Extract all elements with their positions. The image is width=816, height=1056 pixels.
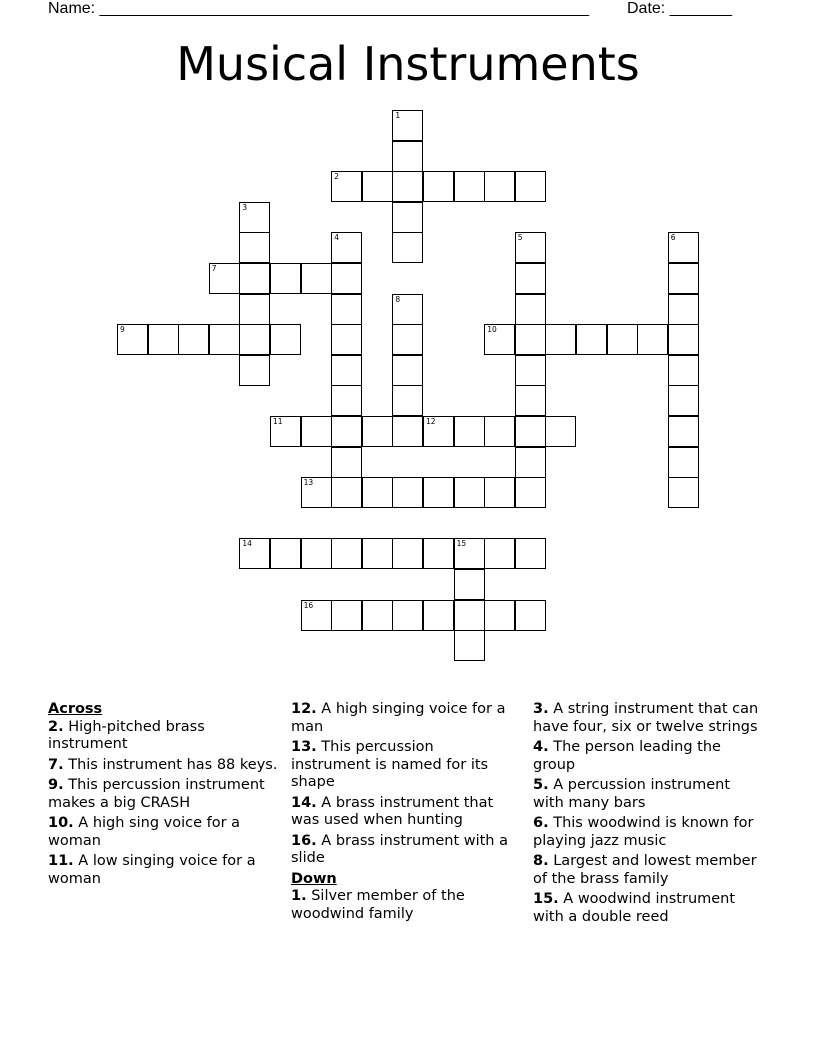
crossword-cell[interactable] [454, 477, 485, 508]
clue-across-10: 10. A high sing voice for a woman [48, 815, 241, 849]
clue-down-1: 1. Silver member of the woodwind family [291, 888, 465, 922]
crossword-cell[interactable] [239, 294, 270, 325]
clue-across-13: 13. This percussion instrument is named for its shape [291, 739, 489, 790]
clue-number: 8 [395, 294, 401, 304]
crossword-cell[interactable] [484, 600, 515, 631]
crossword-cell[interactable] [454, 171, 485, 202]
clue-down-8: 8. Largest and lowest member of the brass family [533, 853, 757, 887]
crossword-cell[interactable] [239, 324, 270, 355]
crossword-cell[interactable] [454, 538, 485, 569]
crossword-cell[interactable] [515, 385, 546, 416]
crossword-cell[interactable] [239, 202, 270, 233]
crossword-cell[interactable] [331, 385, 362, 416]
clues-column-1 [48, 701, 280, 891]
crossword-cell[interactable] [454, 416, 485, 447]
crossword-cell[interactable] [515, 477, 546, 508]
crossword-cell[interactable] [392, 232, 423, 263]
crossword-cell[interactable] [607, 324, 638, 355]
crossword-cell[interactable] [239, 232, 270, 263]
crossword-cell[interactable] [270, 538, 301, 569]
crossword-cell[interactable] [362, 171, 393, 202]
crossword-cell[interactable] [331, 447, 362, 478]
date-label: Date: [627, 0, 666, 17]
clues-column-3 [533, 701, 765, 929]
crossword-cell[interactable] [331, 232, 362, 263]
clue-across-7: 7. This instrument has 88 keys. [48, 756, 278, 773]
crossword-cell[interactable] [331, 324, 362, 355]
crossword-cell[interactable] [423, 538, 454, 569]
crossword-cell[interactable] [270, 416, 301, 447]
crossword-cell[interactable] [301, 263, 332, 294]
crossword-cell[interactable] [454, 569, 485, 600]
clue-down-3: 3. A string instrument that can have four, six or twelve strings [533, 701, 759, 735]
crossword-cell[interactable] [239, 355, 270, 386]
crossword-cell[interactable] [239, 263, 270, 294]
clue-number: 12 [426, 417, 436, 426]
clue-down-6: 6. This woodwind is known for playing jazz music [533, 815, 754, 849]
crossword-cell[interactable] [668, 263, 699, 294]
crossword-cell[interactable] [515, 600, 546, 631]
crossword-cell[interactable] [515, 355, 546, 386]
clue-down-5: 5. A percussion instrument with many bars [533, 777, 731, 811]
down-heading: Down [291, 870, 337, 887]
crossword-cell[interactable] [484, 324, 515, 355]
crossword-cell[interactable] [392, 141, 423, 172]
clue-number: 6 [670, 233, 676, 243]
crossword-cell[interactable] [515, 538, 546, 569]
crossword-cell[interactable] [515, 294, 546, 325]
crossword-cell[interactable] [668, 447, 699, 478]
crossword-cell[interactable] [637, 324, 668, 355]
clue-across-14: 14. A brass instrument that was used when hunting [291, 794, 494, 828]
clue-number: 2 [334, 172, 339, 182]
clue-number: 13 [303, 478, 314, 488]
crossword-cell[interactable] [362, 538, 393, 569]
clue-across-9: 9. This percussion instrument makes a big CRASH [48, 777, 265, 811]
crossword-cell[interactable] [331, 263, 362, 294]
crossword-cell[interactable] [545, 416, 576, 447]
clue-number: 9 [120, 325, 125, 335]
crossword-cell[interactable] [331, 294, 362, 325]
crossword-cell[interactable] [515, 416, 546, 447]
crossword-cell[interactable] [668, 385, 699, 416]
name-blank[interactable]: _______________________________________________________ [99, 0, 589, 17]
crossword-cell[interactable] [392, 324, 423, 355]
crossword-cell[interactable] [423, 600, 454, 631]
crossword-cell[interactable] [362, 600, 393, 631]
page-title: Musical Instruments [176, 37, 640, 91]
crossword-cell[interactable] [209, 324, 240, 355]
clue-number: 14 [242, 539, 252, 549]
clue-across-12: 12. A high singing voice for a man [291, 701, 506, 735]
clue-number: 7 [211, 264, 217, 273]
crossword-cell[interactable] [668, 324, 699, 355]
clue-down-15: 15. A woodwind instrument with a double reed [533, 891, 736, 925]
clues-column-2 [291, 701, 517, 926]
crossword-cell[interactable] [423, 171, 454, 202]
across-heading: Across [48, 701, 103, 717]
crossword-cell[interactable] [484, 416, 515, 447]
crossword-cell[interactable] [515, 324, 546, 355]
crossword-cell[interactable] [454, 630, 485, 661]
crossword-cell[interactable] [392, 416, 423, 447]
clue-number: 5 [517, 233, 523, 243]
crossword-cell[interactable] [392, 385, 423, 416]
clue-number: 1 [395, 111, 401, 120]
crossword-cell[interactable] [454, 600, 485, 631]
crossword-cell[interactable] [270, 263, 301, 294]
crossword-cell[interactable] [148, 324, 179, 355]
clue-number: 10 [487, 325, 497, 335]
crossword-cell[interactable] [392, 538, 423, 569]
crossword-cell[interactable] [331, 477, 362, 508]
clue-across-11: 11. A low singing voice for a woman [48, 853, 256, 887]
clue-across-2: 2. High-pitched brass instrument [48, 718, 205, 752]
crossword-cell[interactable] [423, 477, 454, 508]
crossword-cell[interactable] [392, 202, 423, 233]
crossword-cell[interactable] [515, 447, 546, 478]
crossword-cell[interactable] [301, 416, 332, 447]
crossword-cell[interactable] [209, 263, 240, 294]
crossword-cell[interactable] [301, 600, 332, 631]
clue-across-16: 16. A brass instrument with a slide [291, 832, 508, 866]
name-label: Name: [48, 0, 96, 17]
crossword-cell[interactable] [301, 477, 332, 508]
crossword-cell[interactable] [668, 355, 699, 386]
crossword-cell[interactable] [331, 538, 362, 569]
crossword-cell[interactable] [668, 416, 699, 447]
crossword-cell[interactable] [515, 171, 546, 202]
clue-number: 16 [303, 600, 314, 610]
crossword-cell[interactable] [392, 110, 423, 141]
date-blank[interactable]: _______ [669, 0, 732, 17]
crossword-cell[interactable] [392, 171, 423, 202]
crossword-cell[interactable] [576, 324, 607, 355]
crossword-cell[interactable] [484, 171, 515, 202]
crossword-cell[interactable] [392, 294, 423, 325]
crossword-cell[interactable] [331, 355, 362, 386]
crossword-cell[interactable] [239, 538, 270, 569]
crossword-cell[interactable] [331, 600, 362, 631]
crossword-cell[interactable] [178, 324, 209, 355]
clue-number: 4 [334, 233, 339, 243]
crossword-cell[interactable] [515, 232, 546, 263]
crossword-cell[interactable] [484, 538, 515, 569]
crossword-cell[interactable] [362, 477, 393, 508]
crossword-cell[interactable] [484, 477, 515, 508]
crossword-cell[interactable] [331, 416, 362, 447]
clue-number: 15 [456, 539, 467, 549]
crossword-cell[interactable] [392, 600, 423, 631]
clue-number: 3 [242, 202, 248, 212]
crossword-cell[interactable] [117, 324, 148, 355]
crossword-cell[interactable] [392, 477, 423, 508]
crossword-cell[interactable] [515, 263, 546, 294]
crossword-cell[interactable] [301, 538, 332, 569]
crossword-cell[interactable] [392, 355, 423, 386]
crossword-cell[interactable] [423, 416, 454, 447]
crossword-cell[interactable] [362, 416, 393, 447]
crossword-cell[interactable] [270, 324, 301, 355]
crossword-cell[interactable] [331, 171, 362, 202]
crossword-cell[interactable] [668, 477, 699, 508]
crossword-cell[interactable] [668, 232, 699, 263]
clue-number: 11 [273, 417, 283, 426]
clue-down-4: 4. The person leading the group [533, 739, 721, 773]
crossword-cell[interactable] [545, 324, 576, 355]
crossword-cell[interactable] [668, 294, 699, 325]
